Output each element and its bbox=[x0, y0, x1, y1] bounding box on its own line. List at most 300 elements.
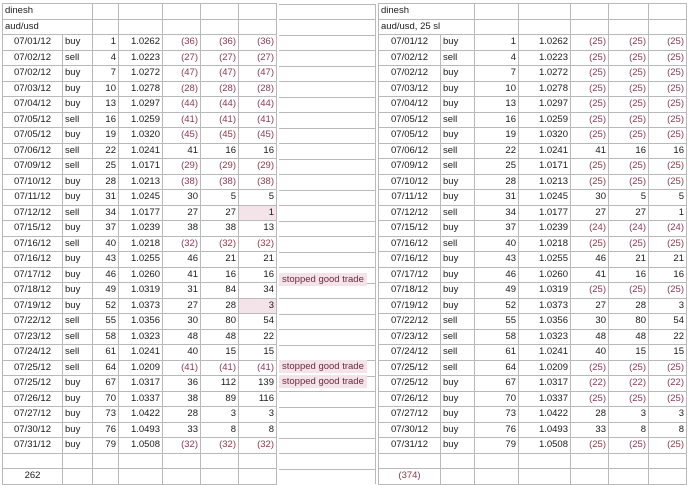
trade-row bbox=[379, 205, 687, 221]
trade-row bbox=[379, 236, 687, 252]
trade-row bbox=[3, 66, 277, 82]
empty-cell bbox=[279, 97, 376, 113]
trade-row bbox=[3, 422, 277, 438]
pips-max: (25) bbox=[609, 81, 649, 97]
trade-row bbox=[3, 221, 277, 237]
pips-final: 54 bbox=[239, 314, 277, 330]
trade-date: 07/31/12 bbox=[3, 438, 63, 454]
trade-row bbox=[3, 298, 277, 314]
pips-result: (25) bbox=[571, 81, 609, 97]
empty-cell bbox=[441, 469, 475, 485]
trade-row bbox=[3, 283, 277, 299]
pips-final: (25) bbox=[649, 283, 687, 299]
entry-price: 1.0317 bbox=[519, 376, 571, 392]
empty-cell bbox=[279, 190, 376, 206]
pips-max: 21 bbox=[201, 252, 239, 268]
trade-side: buy bbox=[63, 407, 93, 423]
pips-max: 48 bbox=[609, 329, 649, 345]
empty-cell bbox=[475, 453, 519, 469]
left-trade-table bbox=[2, 3, 277, 485]
pips-final: (41) bbox=[239, 360, 277, 376]
pips-result: (25) bbox=[571, 159, 609, 175]
pips-result: (32) bbox=[163, 438, 201, 454]
empty-cell bbox=[279, 66, 376, 82]
entry-price: 1.0493 bbox=[119, 422, 163, 438]
pips-result: 30 bbox=[163, 190, 201, 206]
empty-cell bbox=[609, 453, 649, 469]
pips-final: (22) bbox=[649, 376, 687, 392]
trade-date: 07/31/12 bbox=[379, 438, 441, 454]
pips-max: (25) bbox=[609, 283, 649, 299]
trade-side: buy bbox=[441, 376, 475, 392]
pips-final: 16 bbox=[239, 267, 277, 283]
pips-result: (41) bbox=[163, 360, 201, 376]
empty-cell bbox=[93, 19, 119, 35]
entry-price: 1.0262 bbox=[519, 35, 571, 51]
empty-cell bbox=[609, 4, 649, 20]
trade-row bbox=[3, 174, 277, 190]
trade-number: 37 bbox=[93, 221, 119, 237]
trade-row bbox=[3, 236, 277, 252]
empty-cell bbox=[379, 453, 441, 469]
pips-final: 3 bbox=[649, 298, 687, 314]
entry-price: 1.0239 bbox=[119, 221, 163, 237]
empty-cell bbox=[279, 453, 376, 469]
trade-date: 07/05/12 bbox=[3, 112, 63, 128]
trade-side: buy bbox=[441, 298, 475, 314]
pips-final: (25) bbox=[649, 50, 687, 66]
pips-final: (25) bbox=[649, 128, 687, 144]
trade-number: 55 bbox=[475, 314, 519, 330]
pips-result: (36) bbox=[163, 35, 201, 51]
entry-price: 1.0508 bbox=[519, 438, 571, 454]
entry-price: 1.0320 bbox=[119, 128, 163, 144]
pips-result: (25) bbox=[571, 66, 609, 82]
trade-date: 07/11/12 bbox=[379, 190, 441, 206]
trade-number: 4 bbox=[93, 50, 119, 66]
entry-price: 1.0171 bbox=[519, 159, 571, 175]
trade-side: sell bbox=[441, 159, 475, 175]
trade-date: 07/02/12 bbox=[379, 50, 441, 66]
trade-number: 49 bbox=[93, 283, 119, 299]
trade-row bbox=[379, 438, 687, 454]
entry-price: 1.0272 bbox=[519, 66, 571, 82]
pips-result: 30 bbox=[163, 314, 201, 330]
trade-number: 16 bbox=[93, 112, 119, 128]
trade-date: 07/25/12 bbox=[3, 360, 63, 376]
trade-date: 07/02/12 bbox=[3, 50, 63, 66]
pips-max: (25) bbox=[609, 112, 649, 128]
pips-max: 5 bbox=[609, 190, 649, 206]
trade-row bbox=[379, 376, 687, 392]
pips-max: 80 bbox=[201, 314, 239, 330]
trade-side: buy bbox=[63, 66, 93, 82]
pips-result: 46 bbox=[571, 252, 609, 268]
empty-cell bbox=[279, 112, 376, 128]
pips-final: 16 bbox=[239, 143, 277, 159]
entry-price: 1.0255 bbox=[519, 252, 571, 268]
pips-max: 15 bbox=[201, 345, 239, 361]
trade-number: 10 bbox=[93, 81, 119, 97]
trade-row bbox=[379, 422, 687, 438]
trade-number: 10 bbox=[475, 81, 519, 97]
empty-cell bbox=[571, 453, 609, 469]
trade-side: buy bbox=[63, 283, 93, 299]
trade-side: sell bbox=[441, 314, 475, 330]
pips-result: (25) bbox=[571, 360, 609, 376]
trade-number: 61 bbox=[93, 345, 119, 361]
trade-date: 07/24/12 bbox=[379, 345, 441, 361]
pips-result: (29) bbox=[163, 159, 201, 175]
pips-final: (25) bbox=[649, 112, 687, 128]
pips-max: 84 bbox=[201, 283, 239, 299]
trade-date: 07/25/12 bbox=[379, 376, 441, 392]
pips-result: 40 bbox=[163, 345, 201, 361]
trade-side: sell bbox=[63, 345, 93, 361]
trade-date: 07/03/12 bbox=[379, 81, 441, 97]
trade-side: sell bbox=[441, 143, 475, 159]
pips-final: 8 bbox=[239, 422, 277, 438]
pips-max: (45) bbox=[201, 128, 239, 144]
entry-price: 1.0177 bbox=[519, 205, 571, 221]
trade-number: 13 bbox=[93, 97, 119, 113]
trade-date: 07/23/12 bbox=[3, 329, 63, 345]
trade-date: 07/03/12 bbox=[3, 81, 63, 97]
trade-side: sell bbox=[63, 143, 93, 159]
pips-final: (25) bbox=[649, 236, 687, 252]
trade-row bbox=[379, 391, 687, 407]
trade-date: 07/05/12 bbox=[379, 112, 441, 128]
pips-result: (25) bbox=[571, 50, 609, 66]
empty-cell bbox=[279, 50, 376, 66]
trade-number: 64 bbox=[475, 360, 519, 376]
empty-cell bbox=[239, 19, 277, 35]
trade-number: 43 bbox=[475, 252, 519, 268]
trade-row bbox=[379, 252, 687, 268]
pips-max: 3 bbox=[201, 407, 239, 423]
pips-max: 3 bbox=[609, 407, 649, 423]
total-row bbox=[3, 469, 277, 485]
trade-number: 58 bbox=[475, 329, 519, 345]
empty-cell bbox=[279, 422, 376, 438]
total-row bbox=[379, 469, 687, 485]
pips-max: 112 bbox=[201, 376, 239, 392]
trade-row bbox=[3, 407, 277, 423]
pips-final: (47) bbox=[239, 66, 277, 82]
pips-result: 27 bbox=[163, 205, 201, 221]
pips-max: (25) bbox=[609, 438, 649, 454]
pips-final: 22 bbox=[239, 329, 277, 345]
trade-date: 07/26/12 bbox=[3, 391, 63, 407]
pips-result: 38 bbox=[163, 391, 201, 407]
trade-date: 07/01/12 bbox=[3, 35, 63, 51]
empty-cell bbox=[649, 4, 687, 20]
trade-date: 07/06/12 bbox=[3, 143, 63, 159]
trade-row bbox=[379, 329, 687, 345]
pips-final: 16 bbox=[649, 267, 687, 283]
empty-cell bbox=[279, 252, 376, 268]
trade-side: sell bbox=[63, 112, 93, 128]
trade-number: 22 bbox=[475, 143, 519, 159]
trade-number: 61 bbox=[475, 345, 519, 361]
entry-price: 1.0241 bbox=[119, 345, 163, 361]
empty-cell bbox=[119, 453, 163, 469]
pips-final: (32) bbox=[239, 236, 277, 252]
trade-number: 25 bbox=[93, 159, 119, 175]
pips-final: 16 bbox=[649, 143, 687, 159]
note-stopped-good-trade-2: stopped good trade bbox=[279, 360, 367, 373]
pips-final: (25) bbox=[649, 391, 687, 407]
spacer-row bbox=[3, 453, 277, 469]
pips-final: 54 bbox=[649, 314, 687, 330]
total-pips: (374) bbox=[379, 469, 441, 485]
pips-result: 40 bbox=[571, 345, 609, 361]
pips-result: (27) bbox=[163, 50, 201, 66]
pips-final: 15 bbox=[239, 345, 277, 361]
currency-pair: aud/usd bbox=[3, 19, 93, 35]
pips-max: (25) bbox=[609, 391, 649, 407]
pips-max: (25) bbox=[609, 128, 649, 144]
empty-cell bbox=[279, 81, 376, 97]
empty-cell bbox=[279, 143, 376, 159]
pips-result: 48 bbox=[571, 329, 609, 345]
trade-date: 07/12/12 bbox=[379, 205, 441, 221]
empty-cell bbox=[201, 4, 239, 20]
entry-price: 1.0319 bbox=[519, 283, 571, 299]
trade-row bbox=[3, 81, 277, 97]
entry-price: 1.0297 bbox=[519, 97, 571, 113]
trade-number: 73 bbox=[93, 407, 119, 423]
trade-row bbox=[3, 159, 277, 175]
empty-cell bbox=[279, 329, 376, 345]
pips-max: (41) bbox=[201, 360, 239, 376]
right-trade-table bbox=[378, 3, 687, 485]
empty-cell bbox=[63, 453, 93, 469]
pips-max: (25) bbox=[609, 360, 649, 376]
entry-price: 1.0356 bbox=[119, 314, 163, 330]
trade-date: 07/10/12 bbox=[3, 174, 63, 190]
trader-name: dinesh bbox=[3, 4, 93, 20]
trade-side: buy bbox=[441, 391, 475, 407]
entry-price: 1.0373 bbox=[119, 298, 163, 314]
trade-side: sell bbox=[63, 236, 93, 252]
trade-side: buy bbox=[63, 81, 93, 97]
trade-date: 07/09/12 bbox=[379, 159, 441, 175]
empty-cell bbox=[519, 4, 571, 20]
empty-cell bbox=[649, 469, 687, 485]
pips-final: 15 bbox=[649, 345, 687, 361]
entry-price: 1.0171 bbox=[119, 159, 163, 175]
empty-cell bbox=[201, 19, 239, 35]
trade-side: sell bbox=[63, 159, 93, 175]
trade-side: buy bbox=[441, 190, 475, 206]
trade-number: 13 bbox=[475, 97, 519, 113]
trade-date: 07/16/12 bbox=[3, 236, 63, 252]
trade-side: buy bbox=[441, 97, 475, 113]
pips-final: 22 bbox=[649, 329, 687, 345]
trade-row bbox=[379, 81, 687, 97]
entry-price: 1.0209 bbox=[519, 360, 571, 376]
entry-price: 1.0218 bbox=[519, 236, 571, 252]
trade-date: 07/02/12 bbox=[3, 66, 63, 82]
trade-date: 07/23/12 bbox=[379, 329, 441, 345]
empty-cell bbox=[279, 174, 376, 190]
empty-cell bbox=[119, 19, 163, 35]
pips-final: (41) bbox=[239, 112, 277, 128]
trade-row bbox=[379, 360, 687, 376]
pips-max: 16 bbox=[609, 267, 649, 283]
entry-price: 1.0317 bbox=[119, 376, 163, 392]
trade-side: sell bbox=[63, 329, 93, 345]
trade-row bbox=[379, 345, 687, 361]
header-name-row bbox=[379, 4, 687, 20]
trade-side: buy bbox=[441, 252, 475, 268]
pips-result: (25) bbox=[571, 236, 609, 252]
pips-final: 1 bbox=[239, 205, 277, 221]
empty-cell bbox=[163, 4, 201, 20]
trade-side: sell bbox=[441, 112, 475, 128]
trade-number: 76 bbox=[475, 422, 519, 438]
pips-final: (25) bbox=[649, 438, 687, 454]
trade-date: 07/12/12 bbox=[3, 205, 63, 221]
pips-result: (25) bbox=[571, 283, 609, 299]
pips-max: 38 bbox=[201, 221, 239, 237]
trade-side: buy bbox=[63, 221, 93, 237]
trade-number: 37 bbox=[475, 221, 519, 237]
trade-date: 07/27/12 bbox=[379, 407, 441, 423]
trade-number: 16 bbox=[475, 112, 519, 128]
trade-side: buy bbox=[63, 422, 93, 438]
trade-number: 43 bbox=[93, 252, 119, 268]
pips-max: (47) bbox=[201, 66, 239, 82]
entry-price: 1.0262 bbox=[119, 35, 163, 51]
trade-side: buy bbox=[441, 81, 475, 97]
trade-side: buy bbox=[63, 190, 93, 206]
note-stopped-good-trade-3: stopped good trade bbox=[279, 375, 367, 388]
pips-result: (24) bbox=[571, 221, 609, 237]
pips-max: (25) bbox=[609, 236, 649, 252]
trader-name: dinesh bbox=[379, 4, 475, 20]
empty-cell bbox=[93, 469, 119, 485]
pips-result: 27 bbox=[571, 298, 609, 314]
pips-result: 30 bbox=[571, 314, 609, 330]
trade-number: 7 bbox=[93, 66, 119, 82]
trade-row bbox=[3, 252, 277, 268]
trade-date: 07/11/12 bbox=[3, 190, 63, 206]
spacer-row bbox=[379, 453, 687, 469]
empty-cell bbox=[571, 19, 609, 35]
trade-row bbox=[3, 128, 277, 144]
trade-row bbox=[3, 329, 277, 345]
trade-side: sell bbox=[441, 50, 475, 66]
pips-max: (36) bbox=[201, 35, 239, 51]
entry-price: 1.0422 bbox=[519, 407, 571, 423]
trade-number: 52 bbox=[475, 298, 519, 314]
pips-final: 8 bbox=[649, 422, 687, 438]
trade-row bbox=[3, 360, 277, 376]
trade-row bbox=[3, 205, 277, 221]
header-pair-row bbox=[379, 19, 687, 35]
empty-cell bbox=[279, 35, 376, 51]
trade-row bbox=[3, 112, 277, 128]
trade-side: buy bbox=[441, 35, 475, 51]
empty-cell bbox=[609, 19, 649, 35]
empty-cell bbox=[519, 469, 571, 485]
entry-price: 1.0245 bbox=[519, 190, 571, 206]
empty-cell bbox=[279, 159, 376, 175]
pips-final: (25) bbox=[649, 97, 687, 113]
trade-row bbox=[379, 298, 687, 314]
pips-final: (25) bbox=[649, 81, 687, 97]
pips-result: 36 bbox=[163, 376, 201, 392]
trade-date: 07/25/12 bbox=[3, 376, 63, 392]
pips-result: 28 bbox=[163, 407, 201, 423]
entry-price: 1.0213 bbox=[519, 174, 571, 190]
trade-date: 07/05/12 bbox=[3, 128, 63, 144]
trade-date: 07/16/12 bbox=[379, 236, 441, 252]
empty-cell bbox=[239, 469, 277, 485]
pips-result: (25) bbox=[571, 438, 609, 454]
entry-price: 1.0493 bbox=[519, 422, 571, 438]
entry-price: 1.0422 bbox=[119, 407, 163, 423]
empty-cell bbox=[475, 4, 519, 20]
trade-date: 07/18/12 bbox=[379, 283, 441, 299]
entry-price: 1.0241 bbox=[119, 143, 163, 159]
pips-result: (25) bbox=[571, 35, 609, 51]
entry-price: 1.0218 bbox=[119, 236, 163, 252]
trade-date: 07/16/12 bbox=[3, 252, 63, 268]
trade-date: 07/19/12 bbox=[3, 298, 63, 314]
entry-price: 1.0259 bbox=[519, 112, 571, 128]
entry-price: 1.0356 bbox=[519, 314, 571, 330]
entry-price: 1.0209 bbox=[119, 360, 163, 376]
pips-max: 27 bbox=[201, 205, 239, 221]
trade-number: 31 bbox=[93, 190, 119, 206]
pips-max: (29) bbox=[201, 159, 239, 175]
trade-side: buy bbox=[441, 267, 475, 283]
pips-max: (32) bbox=[201, 236, 239, 252]
empty-cell bbox=[279, 438, 376, 454]
pips-final: 139 bbox=[239, 376, 277, 392]
trade-row bbox=[379, 159, 687, 175]
pips-final: (25) bbox=[649, 66, 687, 82]
trade-side: buy bbox=[441, 407, 475, 423]
empty-cell bbox=[475, 19, 519, 35]
entry-price: 1.0259 bbox=[119, 112, 163, 128]
pips-final: 34 bbox=[239, 283, 277, 299]
pips-result: (32) bbox=[163, 236, 201, 252]
empty-cell bbox=[279, 4, 376, 20]
trade-number: 52 bbox=[93, 298, 119, 314]
pips-max: 21 bbox=[609, 252, 649, 268]
trade-number: 34 bbox=[475, 205, 519, 221]
trade-row bbox=[379, 66, 687, 82]
pips-max: (28) bbox=[201, 81, 239, 97]
trade-side: buy bbox=[441, 174, 475, 190]
entry-price: 1.0297 bbox=[119, 97, 163, 113]
trade-side: sell bbox=[441, 329, 475, 345]
trade-number: 73 bbox=[475, 407, 519, 423]
trade-date: 07/26/12 bbox=[379, 391, 441, 407]
pips-max: (25) bbox=[609, 159, 649, 175]
pips-final: (45) bbox=[239, 128, 277, 144]
trade-number: 1 bbox=[93, 35, 119, 51]
pips-final: (25) bbox=[649, 360, 687, 376]
trade-side: buy bbox=[63, 267, 93, 283]
trade-side: buy bbox=[63, 438, 93, 454]
trade-side: buy bbox=[441, 221, 475, 237]
trade-side: sell bbox=[63, 50, 93, 66]
